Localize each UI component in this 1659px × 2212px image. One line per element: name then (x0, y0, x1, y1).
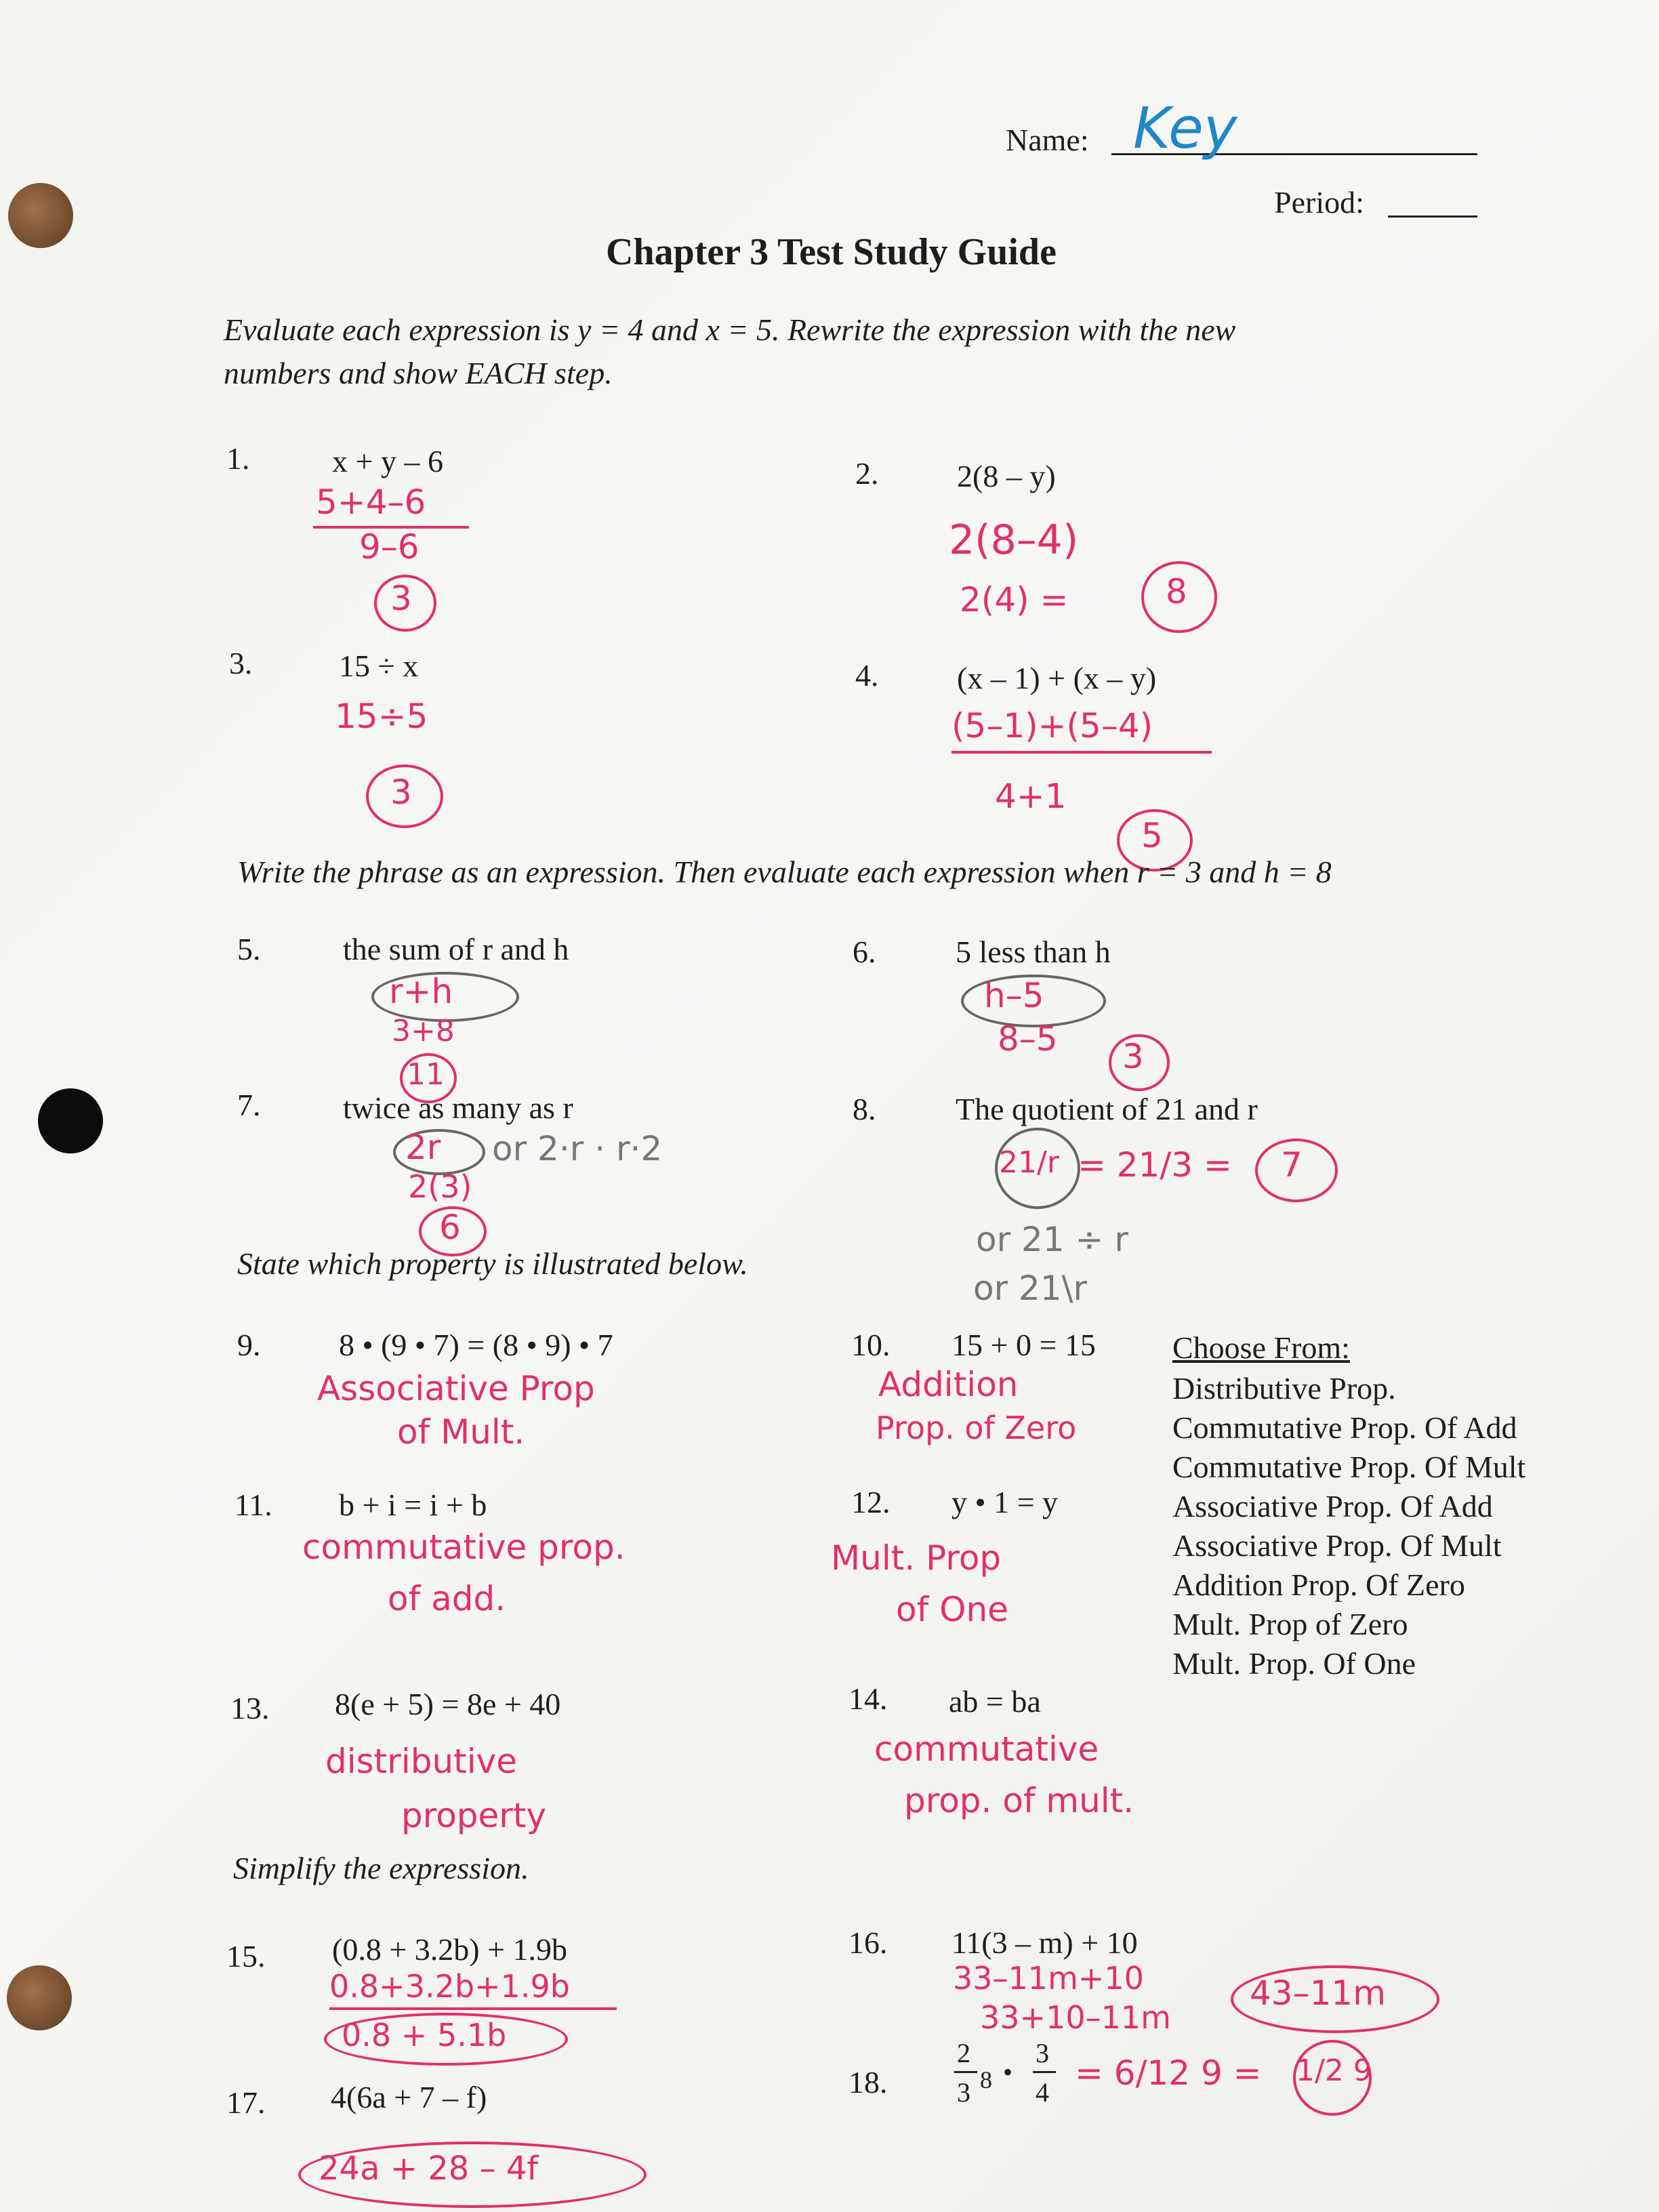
work-step: (5–1)+(5–4) (951, 706, 1153, 745)
work-underline (329, 2007, 617, 2010)
work-underline (951, 751, 1212, 754)
choose-from-item: Commutative Prop. Of Mult (1172, 1450, 1526, 1484)
answer-value: 3 (390, 579, 412, 618)
work-step: 9–6 (359, 527, 419, 567)
fraction-numerator: 2 (957, 2038, 970, 2068)
section2-instructions: Write the phrase as an expression. Then evaluate each expression when r = 3 and h = 8 (237, 855, 1332, 889)
page-title: Chapter 3 Test Study Guide (606, 231, 1057, 273)
answer-value: 24a + 28 – 4f (319, 2150, 539, 2188)
answer-value: 3 (390, 773, 412, 812)
problem-phrase: twice as many as r (343, 1090, 573, 1125)
property-answer: of add. (388, 1579, 506, 1618)
property-answer: Addition (878, 1365, 1019, 1404)
section1-instructions-line2: numbers and show EACH step. (224, 356, 613, 390)
fraction-denominator: 4 (1036, 2077, 1049, 2108)
property-answer: commutative (874, 1729, 1099, 1769)
choose-from-heading: Choose From: (1172, 1330, 1350, 1365)
problem-number: 7. (237, 1088, 261, 1122)
section4-instructions: Simplify the expression. (233, 1851, 529, 1885)
problem-number: 14. (848, 1681, 888, 1716)
problem-number: 9. (237, 1328, 261, 1362)
work-step: = 6/12 9 = (1075, 2053, 1262, 2093)
work-step: 2(8–4) (949, 516, 1079, 564)
work-step: 3+8 (392, 1014, 455, 1048)
problem-number: 8. (853, 1092, 876, 1126)
problem-expression: 8(e + 5) = 8e + 40 (335, 1687, 561, 1721)
answer-value: 7 (1281, 1145, 1303, 1185)
work-step: 2(4) = (960, 580, 1069, 619)
property-answer: Associative Prop (317, 1369, 595, 1408)
written-expression: 2r (405, 1128, 441, 1167)
property-answer: distributive (325, 1742, 518, 1781)
work-step: = 21/3 = (1078, 1145, 1232, 1185)
work-step: 15÷5 (335, 697, 428, 736)
fraction-bar (954, 2071, 977, 2073)
choose-from-item: Associative Prop. Of Add (1172, 1489, 1493, 1523)
alternative-form-2: or 21\r (973, 1269, 1088, 1308)
choose-from-item: Mult. Prop of Zero (1172, 1607, 1408, 1641)
fraction-bar (1033, 2071, 1056, 2073)
punch-hole-middle (38, 1088, 103, 1153)
work-step: 4+1 (995, 777, 1067, 816)
problem-number: 18. (848, 2065, 888, 2100)
problem-number: 6. (853, 935, 876, 969)
answer-value: 6 (439, 1208, 461, 1247)
fraction-numerator: 3 (1036, 2038, 1049, 2068)
written-expression: 21/r (999, 1145, 1059, 1180)
work-step: 2(3) (408, 1168, 472, 1205)
period-label: Period: (1274, 185, 1364, 220)
problem-number: 2. (855, 456, 879, 491)
work-step: 33+10–11m (980, 1999, 1171, 2036)
property-answer: property (401, 1796, 547, 1835)
name-label: Name: (1006, 123, 1089, 157)
problem-expression: 15 ÷ x (339, 649, 419, 683)
answer-value: 5 (1141, 816, 1163, 855)
property-answer: Prop. of Zero (876, 1410, 1077, 1446)
period-line (1388, 216, 1477, 218)
section3-instructions: State which property is illustrated below. (237, 1246, 748, 1281)
alternative-form-1: or 21 ÷ r (976, 1220, 1128, 1259)
multiply-dot: • (1003, 2057, 1013, 2087)
problem-number: 5. (237, 932, 261, 966)
problem-expression: x + y – 6 (332, 444, 443, 478)
name-value: Key (1133, 95, 1237, 161)
property-answer: Mult. Prop (831, 1538, 1002, 1578)
problem-expression: (0.8 + 3.2b) + 1.9b (332, 1932, 568, 1967)
fraction-denominator: 3 (957, 2077, 970, 2108)
problem-expression: 4(6a + 7 – f) (331, 2080, 487, 2114)
problem-expression: 2(8 – y) (957, 459, 1056, 493)
answer-value: 1/2 9 (1296, 2053, 1372, 2088)
choose-from-item: Commutative Prop. Of Add (1172, 1410, 1517, 1445)
problem-number: 1. (226, 441, 250, 476)
answer-value: 11 (407, 1057, 445, 1092)
punch-hole-top (8, 183, 73, 248)
answer-value: 43–11m (1250, 1973, 1386, 2013)
section1-instructions-line1: Evaluate each expression is y = 4 and x = 5. Rewrite the expression with the new (224, 312, 1236, 347)
property-answer: of One (896, 1590, 1008, 1629)
problem-number: 16. (848, 1925, 888, 1960)
written-expression: h–5 (984, 976, 1044, 1015)
work-step: 5+4–6 (316, 483, 426, 522)
problem-expression: 8 • (9 • 7) = (8 • 9) • 7 (339, 1328, 613, 1362)
problem-phrase: 5 less than h (956, 935, 1111, 969)
work-step: 8–5 (998, 1019, 1058, 1059)
property-answer: of Mult. (397, 1412, 525, 1452)
multiplier: 8 (980, 2066, 992, 2093)
problem-expression: ab = ba (949, 1684, 1041, 1719)
problem-number: 10. (851, 1328, 890, 1362)
choose-from-item: Addition Prop. Of Zero (1172, 1568, 1465, 1602)
problem-number: 3. (229, 646, 253, 680)
choose-from-item: Distributive Prop. (1172, 1371, 1396, 1406)
property-answer: commutative prop. (302, 1528, 626, 1567)
written-expression: r+h (389, 972, 453, 1011)
work-step: 0.8+3.2b+1.9b (329, 1968, 570, 2005)
choose-from-item: Associative Prop. Of Mult (1172, 1528, 1502, 1563)
answer-value: 8 (1166, 572, 1187, 611)
answer-value: 3 (1122, 1037, 1144, 1076)
problem-expression: 15 + 0 = 15 (951, 1328, 1096, 1362)
work-step: 33–11m+10 (953, 1960, 1144, 1996)
problem-phrase: The quotient of 21 and r (956, 1092, 1258, 1126)
punch-hole-bottom (7, 1965, 72, 2030)
alternative-forms: or 2·r · r·2 (492, 1129, 663, 1168)
problem-expression: 11(3 – m) + 10 (951, 1925, 1138, 1960)
problem-number: 15. (226, 1939, 266, 1973)
problem-number: 12. (851, 1485, 890, 1519)
problem-number: 11. (234, 1488, 272, 1522)
problem-phrase: the sum of r and h (343, 932, 569, 966)
problem-expression: b + i = i + b (339, 1488, 487, 1522)
property-answer: prop. of mult. (904, 1781, 1134, 1820)
problem-number: 13. (230, 1691, 270, 1725)
problem-number: 17. (226, 2085, 266, 2120)
problem-expression: y • 1 = y (951, 1485, 1059, 1519)
problem-expression: (x – 1) + (x – y) (957, 661, 1157, 695)
problem-number: 4. (855, 658, 879, 693)
choose-from-item: Mult. Prop. Of One (1172, 1646, 1416, 1681)
answer-value: 0.8 + 5.1b (342, 2017, 507, 2053)
